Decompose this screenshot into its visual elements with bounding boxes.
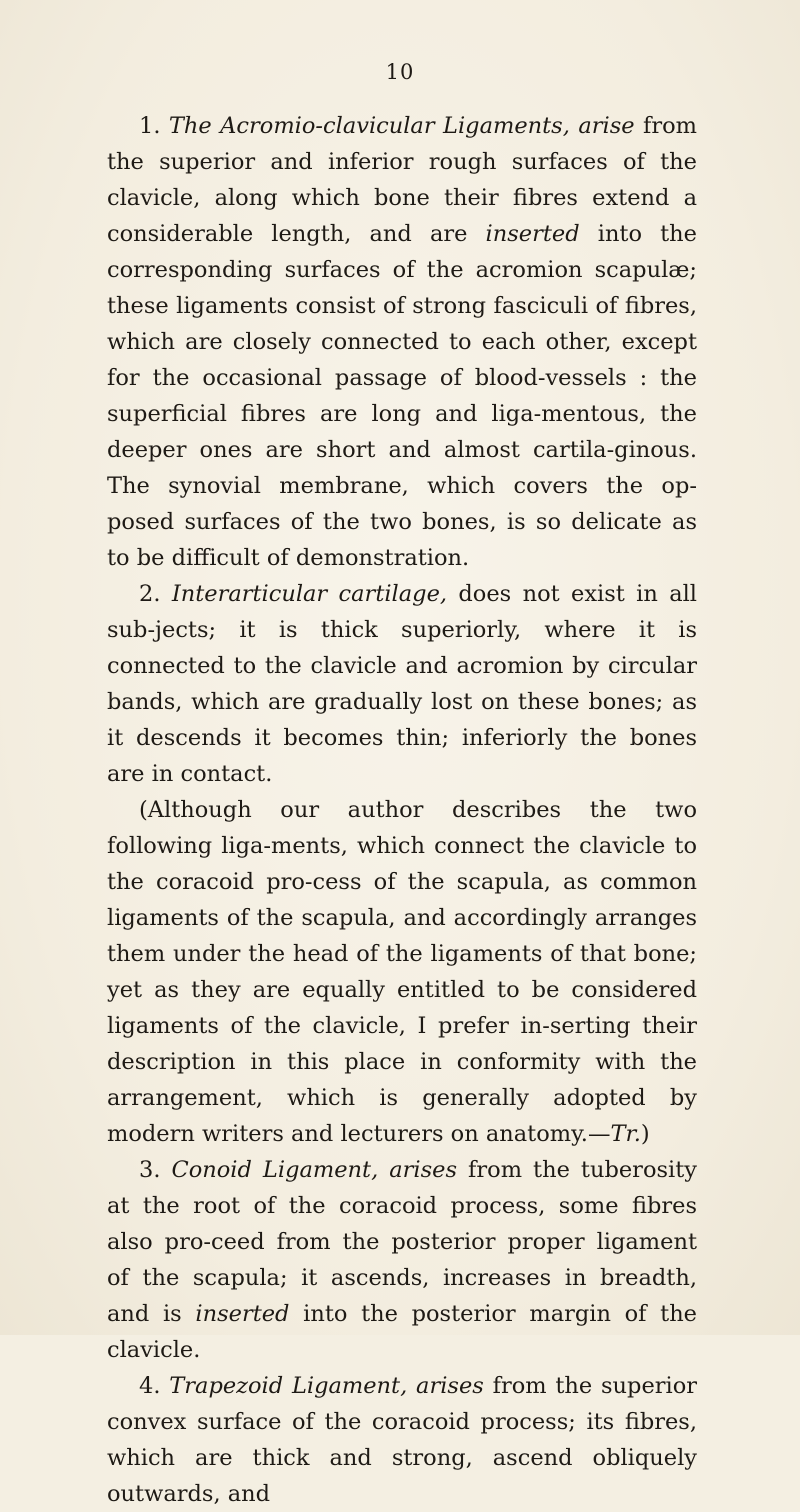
italic-term: inserted — [195, 1301, 290, 1327]
paragraph-conoid-ligament — [107, 1152, 697, 1368]
page-number: 10 — [385, 60, 415, 84]
paragraph-text: into the posterior margin of the clavicle. — [107, 1301, 697, 1363]
ligament-title: Interarticular cartilage, — [171, 581, 448, 607]
paragraph-acromio-clavicular — [107, 108, 697, 576]
paragraph-interarticular-cartilage — [107, 576, 697, 792]
translator-mark: Tr. — [610, 1121, 641, 1147]
ligament-title: The Acromio-clavicular Ligaments, — [168, 113, 570, 139]
italic-term: arises — [416, 1373, 484, 1399]
ligament-title: Conoid Ligament, — [171, 1157, 379, 1183]
paragraph-number: 4. — [139, 1373, 161, 1399]
paragraph-trapezoid-ligament — [107, 1368, 697, 1512]
paragraph-translator-note — [107, 792, 697, 1152]
paragraph-text: ) — [640, 1121, 650, 1147]
paragraph-number: 2. — [139, 581, 161, 607]
body-text — [107, 108, 697, 1512]
italic-term: inserted — [485, 221, 580, 247]
paragraph-text: from the superior and inferior rough surfaces of the clavicle, along which bone their fibres extend a considerable length, and are — [107, 113, 697, 247]
italic-term: arise — [578, 113, 635, 139]
paragraph-number: 1. — [139, 113, 161, 139]
paragraph-text: (Although our author describes the two following liga-ments, which connect the clavicle to the coracoid pro-cess of the scapula, as common ligaments of the scapula, and accordingly arranges them under the head of the ligaments of that bone; yet as they are equally entitled to be considered ligaments of the clavicle, I prefer in-serting their description in this place in conformity with the arrangement, which is generally adopted by modern writers and lecturers on anatomy.— — [107, 797, 697, 1147]
italic-term: arises — [389, 1157, 458, 1183]
ligament-title: Trapezoid Ligament, — [169, 1373, 408, 1399]
paragraph-number: 3. — [139, 1157, 161, 1183]
paragraph-text: from the superior convex surface of the coracoid process; its fibres, which are thick and strong, ascend obliquely outwards, and — [107, 1373, 698, 1507]
paragraph-text: from the tuberosity at the root of the coracoid process, some fibres also pro-ceed from the posterior proper ligament of the scapula; it ascends, increases in breadth, and is — [107, 1157, 697, 1327]
paragraph-text: does not exist in all sub-jects; it is thick superiorly, where it is connected to the clavicle and acromion by circular bands, which are gradually lost on these bones; as it descends it becomes thin; inferiorly the bones are in contact. — [107, 581, 698, 787]
paragraph-text: into the corresponding surfaces of the acromion scapulæ; these ligaments consist of strong fasciculi of fibres, which are closely connected to each other, except for the occasional passage of blood-vessels : the superficial fibres are long and liga-mentous, the deeper ones are short and almost cartila-ginous. The synovial membrane, which covers the op-posed surfaces of the two bones, is so delicate as to be difficult of demonstration. — [107, 221, 697, 571]
